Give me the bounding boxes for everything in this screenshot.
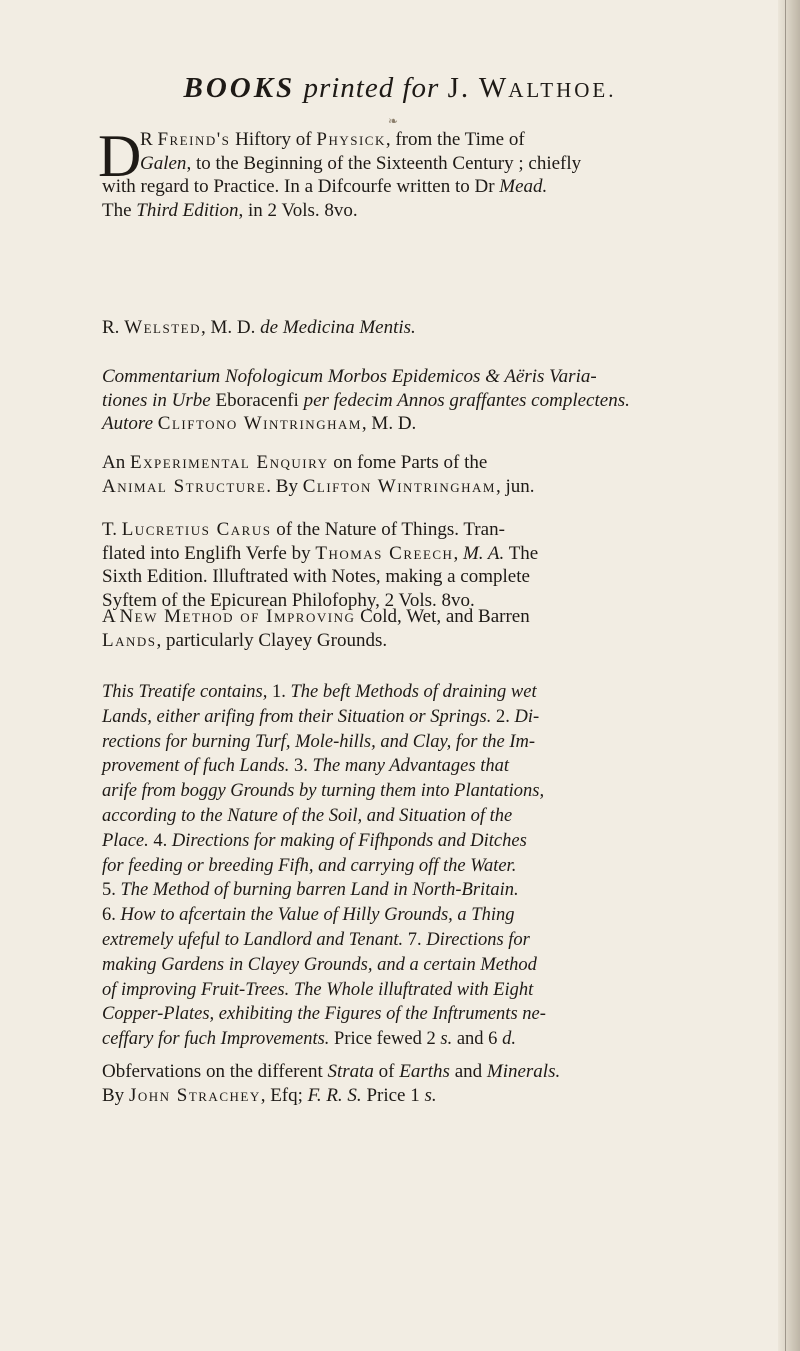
text-segment: Di- (514, 706, 540, 727)
text-line (102, 1060, 749, 1084)
text-line (102, 779, 749, 804)
text-line (102, 152, 749, 176)
text-segment: Galen (140, 152, 187, 174)
text-segment: , jun. (495, 475, 535, 497)
text-segment: , to the Beginning of the Sixteenth Century ; chiefly (186, 152, 582, 174)
header-printed-for: printed for (303, 72, 440, 104)
text-line (102, 680, 749, 705)
text-line (102, 1002, 749, 1027)
text-line (102, 629, 749, 653)
text-line (102, 754, 749, 779)
text-segment: John Strachey (128, 1084, 261, 1106)
text-segment: , M. D. (361, 413, 417, 434)
text-segment: Earths (399, 1061, 450, 1082)
text-segment: with regard to Practice. In a Difcourfe written to Dr (102, 176, 500, 197)
text-segment: 7. (407, 929, 427, 950)
text-line (102, 730, 749, 755)
text-line (102, 878, 749, 903)
text-segment: Mead. (499, 176, 548, 197)
text-segment: R. (102, 317, 125, 338)
text-segment: The beft Methods of draining wet (290, 682, 537, 702)
text-line (102, 854, 749, 879)
text-segment: Animal Structure (102, 475, 267, 497)
text-line (102, 705, 749, 730)
text-segment: T. (102, 519, 122, 540)
text-line (102, 804, 749, 829)
text-line (102, 475, 749, 499)
text-segment: and (449, 1061, 487, 1082)
text-line (102, 1084, 749, 1108)
text-segment: Experimental Enquiry (129, 452, 329, 473)
text-segment: Copper-Plates, exhibiting the Figures of the Inftruments ne- (102, 1004, 546, 1025)
text-segment: Directions for (426, 929, 530, 950)
text-line (102, 128, 749, 152)
header-publisher (448, 72, 617, 104)
text-segment: per fedecim Annos graffantes complectens. (303, 389, 630, 411)
text-segment: The (504, 542, 539, 564)
entry-commentarium (102, 365, 749, 436)
text-segment: 6. (102, 905, 121, 926)
text-segment: F. R. S. (307, 1084, 362, 1106)
header-publisher-rest: ALTHOE. (508, 78, 617, 102)
entry-new-method (102, 605, 749, 652)
text-line (102, 199, 749, 223)
text-segment: of (373, 1061, 400, 1082)
text-line (102, 365, 749, 389)
text-segment: Lucretius Carus (121, 519, 272, 540)
text-segment: Eboracenfi (215, 389, 304, 411)
text-segment: Welsted (124, 317, 202, 338)
text-segment: s. (424, 1084, 437, 1106)
text-segment: M. A. (462, 542, 505, 564)
text-segment: Lands, either arifing from their Situation or Springs. (102, 706, 497, 727)
drop-cap: D (98, 123, 142, 189)
text-segment: extremely ufeful to Landlord and Tenant. (102, 929, 408, 950)
text-segment: The (102, 199, 137, 221)
text-segment: This Treatife contains, (102, 682, 272, 702)
text-segment: Cold, Wet, and Barren (355, 606, 530, 627)
text-segment: Physick (316, 129, 386, 150)
text-segment: arife from boggy Grounds by turning them into Plantations, (102, 781, 545, 802)
text-segment: Syftem of the Epicurean Philofophy, 2 Vols. 8vo. (102, 589, 475, 611)
text-segment: rections for burning Turf, Mole-hills, and Clay, for the Im- (102, 731, 536, 752)
entry-freind-physick (102, 128, 749, 222)
text-line (102, 542, 749, 566)
text-line (102, 412, 749, 436)
text-segment: Lands (102, 629, 157, 651)
text-line (102, 953, 749, 978)
text-segment: 2. (496, 706, 515, 727)
ornament-icon: ❧ (388, 114, 399, 128)
text-segment: of improving Fruit-Trees. The Whole illuftrated with Eight (102, 979, 534, 1000)
text-segment: Cliftono Wintringham (157, 413, 362, 434)
text-segment: making Gardens in Clayey Grounds, and a certain Method (102, 954, 537, 975)
text-segment: and 6 (452, 1029, 503, 1050)
text-segment: , in 2 Vols. 8vo. (238, 199, 358, 221)
text-segment: , particularly Clayey Grounds. (156, 629, 388, 651)
text-line (102, 978, 749, 1003)
text-segment: By (102, 1084, 129, 1106)
text-line (102, 829, 749, 854)
text-segment: Price 1 (361, 1084, 425, 1106)
entry-strata-observations (102, 1060, 749, 1107)
text-segment: A (102, 606, 120, 627)
text-segment: New Method of Improving (119, 606, 356, 627)
page-edge-line (785, 0, 786, 1351)
text-line (102, 389, 749, 413)
text-segment: according to the Nature of the Soil, and Situation of the (102, 805, 513, 826)
text-segment: Minerals. (486, 1061, 561, 1082)
text-segment: 4. (153, 830, 172, 851)
text-segment: for feeding or breeding Fifh, and carrying off the Water. (102, 855, 517, 876)
text-segment: Price fewed 2 (334, 1029, 441, 1050)
text-line (102, 565, 749, 589)
text-segment: , Efq; (260, 1084, 308, 1106)
text-segment: on fome Parts of the (328, 452, 488, 473)
text-segment: 1. (271, 682, 291, 702)
text-segment: de Medicina Mentis. (260, 317, 416, 338)
text-segment: Third Edition (136, 199, 239, 221)
text-segment: , from the Time of (385, 129, 525, 150)
entry-experimental-enquiry (102, 451, 749, 498)
text-segment: Clifton Wintringham (302, 475, 496, 497)
text-segment: Obfervations on the different (102, 1061, 328, 1082)
text-line (102, 928, 749, 953)
header-books: BOOKS (183, 72, 296, 104)
text-line (102, 903, 749, 928)
entry-lucretius (102, 518, 749, 612)
text-segment: Autore (102, 413, 158, 434)
text-segment: of the Nature of Things. Tran- (271, 519, 505, 540)
text-segment: The many Advantages that (312, 756, 509, 777)
text-line (102, 451, 749, 475)
text-segment: How to afcertain the Value of Hilly Grounds, a Thing (120, 905, 515, 926)
text-segment: Sixth Edition. Illuftrated with Notes, making a complete (102, 566, 530, 587)
text-line (102, 1027, 749, 1052)
entry-treatise-contents (102, 680, 749, 1052)
text-line (102, 316, 749, 340)
text-segment: d. (502, 1029, 516, 1050)
text-segment: Place. (102, 830, 154, 851)
entry-welsted (102, 316, 749, 340)
text-segment: The Method of burning barren Land in North-Britain. (120, 880, 519, 901)
text-segment: Hiftory of (230, 129, 317, 150)
text-segment: ceffary for fuch Improvements. (102, 1029, 335, 1050)
page-edge-shadow (778, 0, 800, 1351)
text-segment: 3. (294, 756, 313, 777)
text-segment: provement of fuch Lands. (102, 756, 295, 777)
text-segment: , M. D. (201, 317, 261, 338)
text-segment: flated into Englifh Verfe by (102, 542, 316, 564)
text-segment: Freind's (157, 129, 231, 150)
header-publisher-initial: J. W (447, 72, 509, 104)
text-segment: An (102, 452, 130, 473)
text-segment: , (453, 542, 463, 564)
text-line (102, 175, 749, 199)
text-line (102, 518, 749, 542)
text-segment: 5. (102, 880, 121, 901)
page-header (0, 72, 800, 105)
text-segment: Commentarium Nofologicum Morbos Epidemicos & Aëris Varia- (102, 366, 597, 387)
text-segment: Thomas Creech (315, 542, 454, 564)
text-segment: tiones in Urbe (102, 389, 216, 411)
text-segment: Directions for making of Fifhponds and Ditches (171, 830, 527, 851)
text-segment: s. (440, 1029, 453, 1050)
text-line (102, 605, 749, 629)
text-segment: R (140, 129, 158, 150)
text-segment: Strata (327, 1061, 374, 1082)
text-segment: . By (266, 475, 303, 497)
